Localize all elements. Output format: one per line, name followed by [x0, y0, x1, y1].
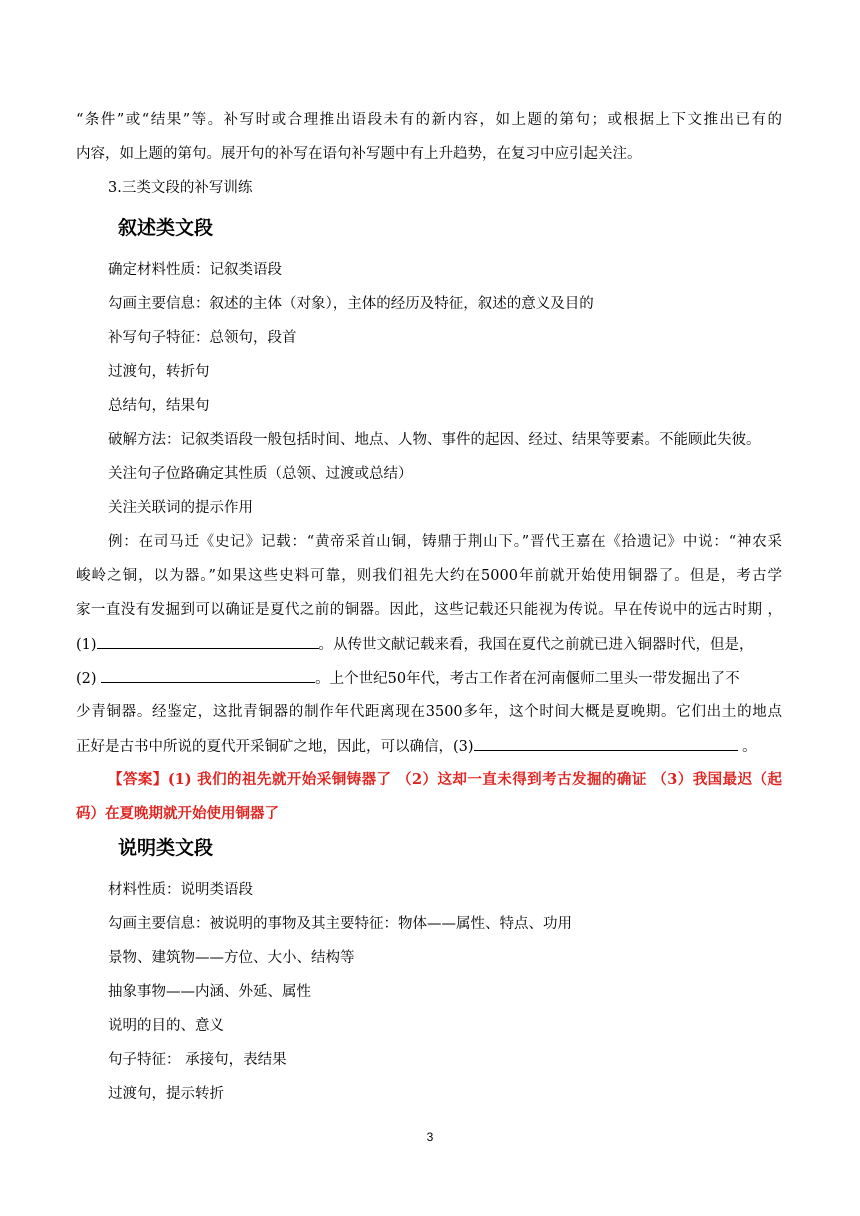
example-line-2: 峻岭之铜，以为器。”如果这些史料可靠，则我们祖先大约在5000年前就开始使用铜器了。但是，考古学 [76, 568, 782, 584]
answer-text: (1) 我们的祖先就开始采铜铸器了 （2）这却一直未得到考古发掘的确证 （3）我国最迟（起 [167, 771, 782, 788]
example-line-7-text: 正好是古书中所说的夏代开采铜矿之地，因此，可以确信，(3) [76, 739, 474, 755]
narrative-item: 关注句子位路确定其性质（总领、过渡或总结） [108, 466, 413, 482]
narrative-item: 勾画主要信息：叙述的主体（对象），主体的经历及特征，叙述的意义及目的 [108, 296, 594, 312]
expository-item: 句子特征： 承接句，表结果 [108, 1052, 287, 1068]
intro-line-2: 内容，如上题的第句。展开句的补写在语句补写题中有上升趋势，在复习中应引起关注。 [76, 146, 642, 162]
blank-2-number: (2) [76, 671, 102, 687]
expository-item: 勾画主要信息：被说明的事物及其主要特征：物体——属性、特点、功用 [108, 916, 572, 932]
expository-item: 抽象事物——内涵、外延、属性 [108, 984, 311, 1000]
section-title-training: 3.三类文段的补写训练 [108, 180, 253, 196]
narrative-item: 过渡句，转折句 [108, 364, 210, 380]
example-line-3: 家一直没有发掘到可以确证是夏代之前的铜器。因此，这些记载还只能视为传说。早在传说中的远古时期 ， [76, 602, 782, 618]
example-line-4 [76, 634, 754, 655]
blank-1-number: (1) [76, 637, 97, 653]
narrative-item: 补写句子特征：总领句，段首 [108, 330, 297, 346]
blank-1[interactable] [97, 634, 319, 649]
example-line-6: 少青铜器。经鉴定，这批青铜器的制作年代距离现在3500多年，这个时间大概是夏晚期。它们出土的地点 [76, 704, 782, 720]
answer-line-1 [108, 770, 782, 790]
example-line-7-end: 。 [737, 739, 757, 755]
example-line-7 [76, 736, 757, 757]
page-number: 3 [426, 1130, 434, 1144]
heading-narrative: 叙述类文段 [118, 217, 214, 239]
answer-line-2: 码）在夏晚期就开始使用铜器了 [76, 805, 279, 822]
example-line-5-text: 。上个世纪50年代，考古工作者在河南偃师二里头一带发掘出了不 [315, 671, 740, 687]
narrative-item: 确定材料性质：记叙类语段 [108, 262, 282, 278]
narrative-item: 破解方法：记叙类语段一般包括时间、地点、人物、事件的起因、经过、结果等要素。不能顾此失彼。 [108, 432, 761, 448]
example-line-5 [76, 668, 740, 689]
example-line-1: 例：在司马迁《史记》记载：“黄帝采首山铜，铸鼎于荆山下。”晋代王嘉在《拾遗记》中说：“神农采 [108, 534, 782, 550]
blank-3[interactable] [474, 736, 738, 751]
expository-item: 材料性质：说明类语段 [108, 882, 253, 898]
expository-item: 说明的目的、意义 [108, 1018, 224, 1034]
intro-line-1: “条件”或“结果”等。补写时或合理推出语段未有的新内容，如上题的第句；或根据上下文推出已有的 [76, 112, 782, 128]
heading-expository: 说明类文段 [118, 837, 214, 859]
example-line-4-text: 。从传世文献记载来看，我国在夏代之前就已进入铜器时代，但是， [318, 637, 754, 653]
expository-item: 景物、建筑物——方位、大小、结构等 [108, 950, 355, 966]
narrative-item: 总结句，结果句 [108, 398, 210, 414]
answer-tag: 【答案】 [108, 771, 168, 788]
blank-2[interactable] [101, 668, 315, 683]
narrative-item: 关注关联词的提示作用 [108, 500, 253, 516]
expository-item: 过渡句，提示转折 [108, 1086, 224, 1102]
